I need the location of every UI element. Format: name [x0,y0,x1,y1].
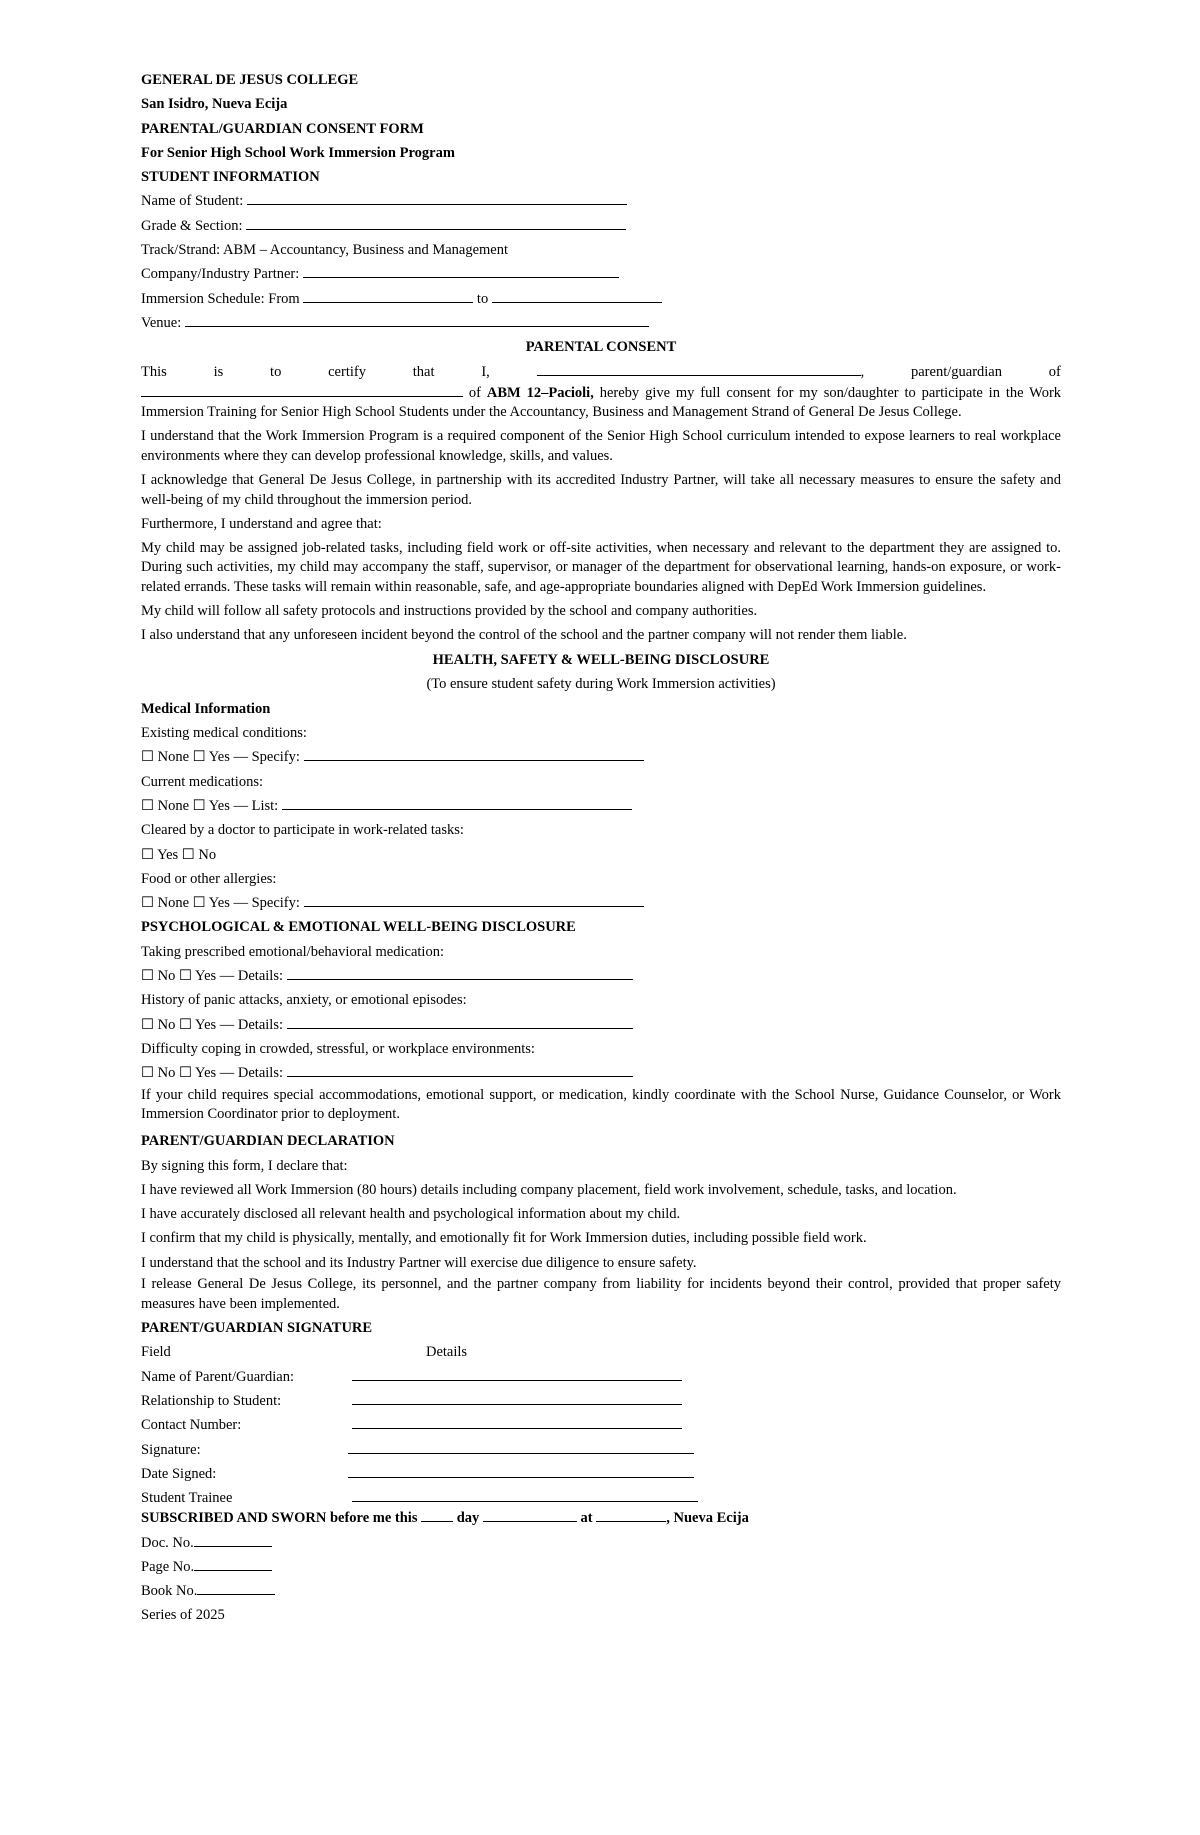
book-no-label: Book No. [141,1583,198,1600]
student-name-label: Name of Student: [141,193,244,210]
schedule-row [141,287,1061,311]
contact-number-input[interactable] [352,1413,682,1429]
section-name: ABM 12–Pacioli, [486,384,594,401]
of-label: of [1048,363,1061,380]
relationship-label: Relationship to Student: [141,1393,282,1410]
parent-name-input[interactable] [352,1365,682,1381]
track-strand: Track/Strand: ABM – Accountancy, Business and Management [141,242,509,259]
certify-word: that [412,363,435,380]
series-line: Series of 2025 [141,1607,225,1624]
doctor-cleared-options[interactable]: ☐ Yes ☐ No [141,846,217,863]
consent-p2: I understand that the Work Immersion Program is a required component of the Senior High School curriculum intended to expose learners to real workplace environments where they can develop professional knowledge, skills, and values. [141,428,1061,464]
psych-q3-field[interactable] [287,1061,633,1077]
schedule-from-label: Immersion Schedule: From [141,290,300,307]
medical-conditions-field[interactable] [304,745,644,761]
signature-table-header [141,1340,1061,1364]
sworn-day-label: day [456,1510,480,1527]
medications-field[interactable] [282,794,632,810]
certify-word: is [213,363,224,380]
grade-section-row [141,214,1061,238]
page-no-row [141,1555,1061,1579]
declaration-item: I confirm that my child is physically, mentally, and emotionally fit for Work Immersion duties, including possible field work. [141,1230,867,1247]
certify-word: to [270,363,282,380]
medications-question: Current medications: [141,773,264,790]
psych-q1-field[interactable] [287,964,633,980]
allergies-options [141,891,1061,915]
parent-guardian-label: parent/guardian [911,363,1002,380]
checkbox-options[interactable]: ☐ None ☐ Yes — List: [141,797,279,814]
consent-p6: My child will follow all safety protocols and instructions provided by the school and company authorities. [141,603,758,619]
declaration-item: I have accurately disclosed all relevant health and psychological information about my child. [141,1206,681,1223]
sworn-text: SUBSCRIBED AND SWORN before me this [141,1510,418,1527]
allergies-question: Food or other allergies: [141,870,277,887]
company-label: Company/Industry Partner: [141,266,300,283]
sworn-location: , Nueva Ecija [666,1510,749,1527]
declaration-item: I have reviewed all Work Immersion (80 hours) details including company placement, field work involvement, schedule, tasks, and location. [141,1181,957,1198]
sworn-place-field[interactable] [596,1506,666,1522]
medications-options [141,794,1061,818]
signature-heading: PARENT/GUARDIAN SIGNATURE [141,1320,373,1337]
venue-label: Venue: [141,314,182,331]
parent-name-label: Name of Parent/Guardian: [141,1368,295,1385]
health-heading: HEALTH, SAFETY & WELL-BEING DISCLOSURE [432,652,770,669]
field-column-header: Field [141,1344,171,1361]
child-name-field[interactable] [141,381,463,397]
certify-word: certify [328,363,366,380]
medical-conditions-options [141,745,1061,769]
signature-row [141,1365,1061,1389]
consent-paragraph [141,381,1061,423]
checkbox-options[interactable]: ☐ No ☐ Yes — Details: [141,968,284,985]
venue-row [141,311,1061,335]
consent-p7: I also understand that any unforeseen incident beyond the control of the school and the partner company will not render them liable. [141,627,907,644]
signature-row [141,1462,1061,1486]
consent-p3: I acknowledge that General De Jesus College, in partnership with its accredited Industry Partner, will take all necessary measures to ensure the safety and well-being of my child throughout the immersion period. [141,471,1061,508]
signature-row [141,1389,1061,1413]
sworn-day-field[interactable] [421,1506,453,1522]
program-title: For Senior High School Work Immersion Program [141,144,455,161]
certify-row [141,360,1061,381]
psych-heading: PSYCHOLOGICAL & EMOTIONAL WELL-BEING DISCLOSURE [141,919,576,936]
declaration-intro: By signing this form, I declare that: [141,1157,348,1174]
psych-note: If your child requires special accommodations, emotional support, or medication, kindly coordinate with the School Nurse, Guidance Counselor, or Work Immersion Coordinator prior to deployment. [141,1086,1061,1123]
consent-p4: Furthermore, I understand and agree that: [141,515,382,532]
declaration-heading: PARENT/GUARDIAN DECLARATION [141,1133,395,1150]
medical-info-heading: Medical Information [141,700,271,717]
checkbox-options[interactable]: ☐ No ☐ Yes — Details: [141,1065,284,1082]
book-no-field[interactable] [197,1579,275,1595]
date-signed-label: Date Signed: [141,1465,217,1482]
venue-field[interactable] [185,311,649,327]
page-no-label: Page No. [141,1558,195,1575]
document-body [141,68,1061,1628]
grade-section-label: Grade & Section: [141,217,243,234]
comma: , [860,363,865,380]
parent-name-field[interactable] [537,360,861,376]
doc-no-field[interactable] [194,1531,272,1547]
company-row [141,262,1061,286]
company-field[interactable] [303,262,619,278]
signature-input[interactable] [348,1438,694,1454]
allergies-field[interactable] [304,891,644,907]
certify-word: This [141,363,167,380]
health-subheading: (To ensure student safety during Work Immersion activities) [426,676,776,693]
signature-label: Signature: [141,1441,201,1458]
psych-q1: Taking prescribed emotional/behavioral medication: [141,943,444,960]
relationship-input[interactable] [352,1389,682,1405]
sworn-month-field[interactable] [483,1506,577,1522]
sworn-at-label: at [580,1510,593,1527]
form-title: PARENTAL/GUARDIAN CONSENT FORM [141,120,424,137]
student-name-row [141,189,1061,213]
consent-text: hereby give my full consent for my son/daughter to participate in the Work Immersion Training for Senior High School Students under the Accountancy, Business and Management Strand of General De Jesus College. [141,384,1062,421]
page-no-field[interactable] [194,1555,272,1571]
psych-q2-field[interactable] [287,1013,633,1029]
declaration-item: I release General De Jesus College, its personnel, and the partner company from liability for incidents beyond their control, provided that proper safety measures have been implemented. [141,1276,1061,1312]
doc-no-row [141,1531,1061,1555]
medical-conditions-question: Existing medical conditions: [141,725,307,742]
school-location: San Isidro, Nueva Ecija [141,96,288,113]
checkbox-options[interactable]: ☐ None ☐ Yes — Specify: [141,749,300,766]
date-signed-input[interactable] [348,1462,694,1478]
school-name: GENERAL DE JESUS COLLEGE [141,72,359,88]
checkbox-options[interactable]: ☐ None ☐ Yes — Specify: [141,895,300,912]
doctor-cleared-question: Cleared by a doctor to participate in work-related tasks: [141,822,464,839]
signature-row [141,1486,1061,1506]
psych-q3: Difficulty coping in crowded, stressful, or workplace environments: [141,1040,535,1057]
psych-q2-options [141,1013,1061,1037]
parent-name-row [537,360,865,383]
sworn-statement [141,1506,1061,1530]
psych-q1-options [141,964,1061,988]
consent-p5: My child may be assigned job-related tasks, including field work or off-site activities, when necessary and relevant to the department they are assigned to. During such activities, my child may accompany the staff, supervisor, or manager of the department for observational learning, hands-on exposure, or work-related errands. These tasks will remain within reasonable, safe, and age-appropriate boundaries aligned with DepEd Work Immersion guidelines. [141,539,1061,595]
student-info-heading: STUDENT INFORMATION [141,169,320,186]
of-label: of [468,384,481,401]
signature-row [141,1438,1061,1462]
student-trainee-input[interactable] [352,1486,698,1502]
doc-no-label: Doc. No. [141,1534,194,1551]
student-trainee-label: Student Trainee [141,1490,233,1507]
parental-consent-heading: PARENTAL CONSENT [525,339,677,356]
grade-section-field[interactable] [246,214,626,230]
schedule-to-field[interactable] [492,287,662,303]
declaration-item: I understand that the school and its Industry Partner will exercise due diligence to ensure safety. [141,1254,697,1271]
psych-q2: History of panic attacks, anxiety, or emotional episodes: [141,992,467,1009]
certify-word: I, [481,363,490,380]
student-name-field[interactable] [247,189,627,205]
contact-number-label: Contact Number: [141,1417,242,1434]
details-column-header: Details [426,1344,468,1361]
book-no-row [141,1579,1061,1603]
psych-q3-options [141,1061,1061,1085]
schedule-to-label: to [476,290,489,307]
checkbox-options[interactable]: ☐ No ☐ Yes — Details: [141,1016,284,1033]
schedule-from-field[interactable] [303,287,473,303]
signature-row [141,1413,1061,1437]
